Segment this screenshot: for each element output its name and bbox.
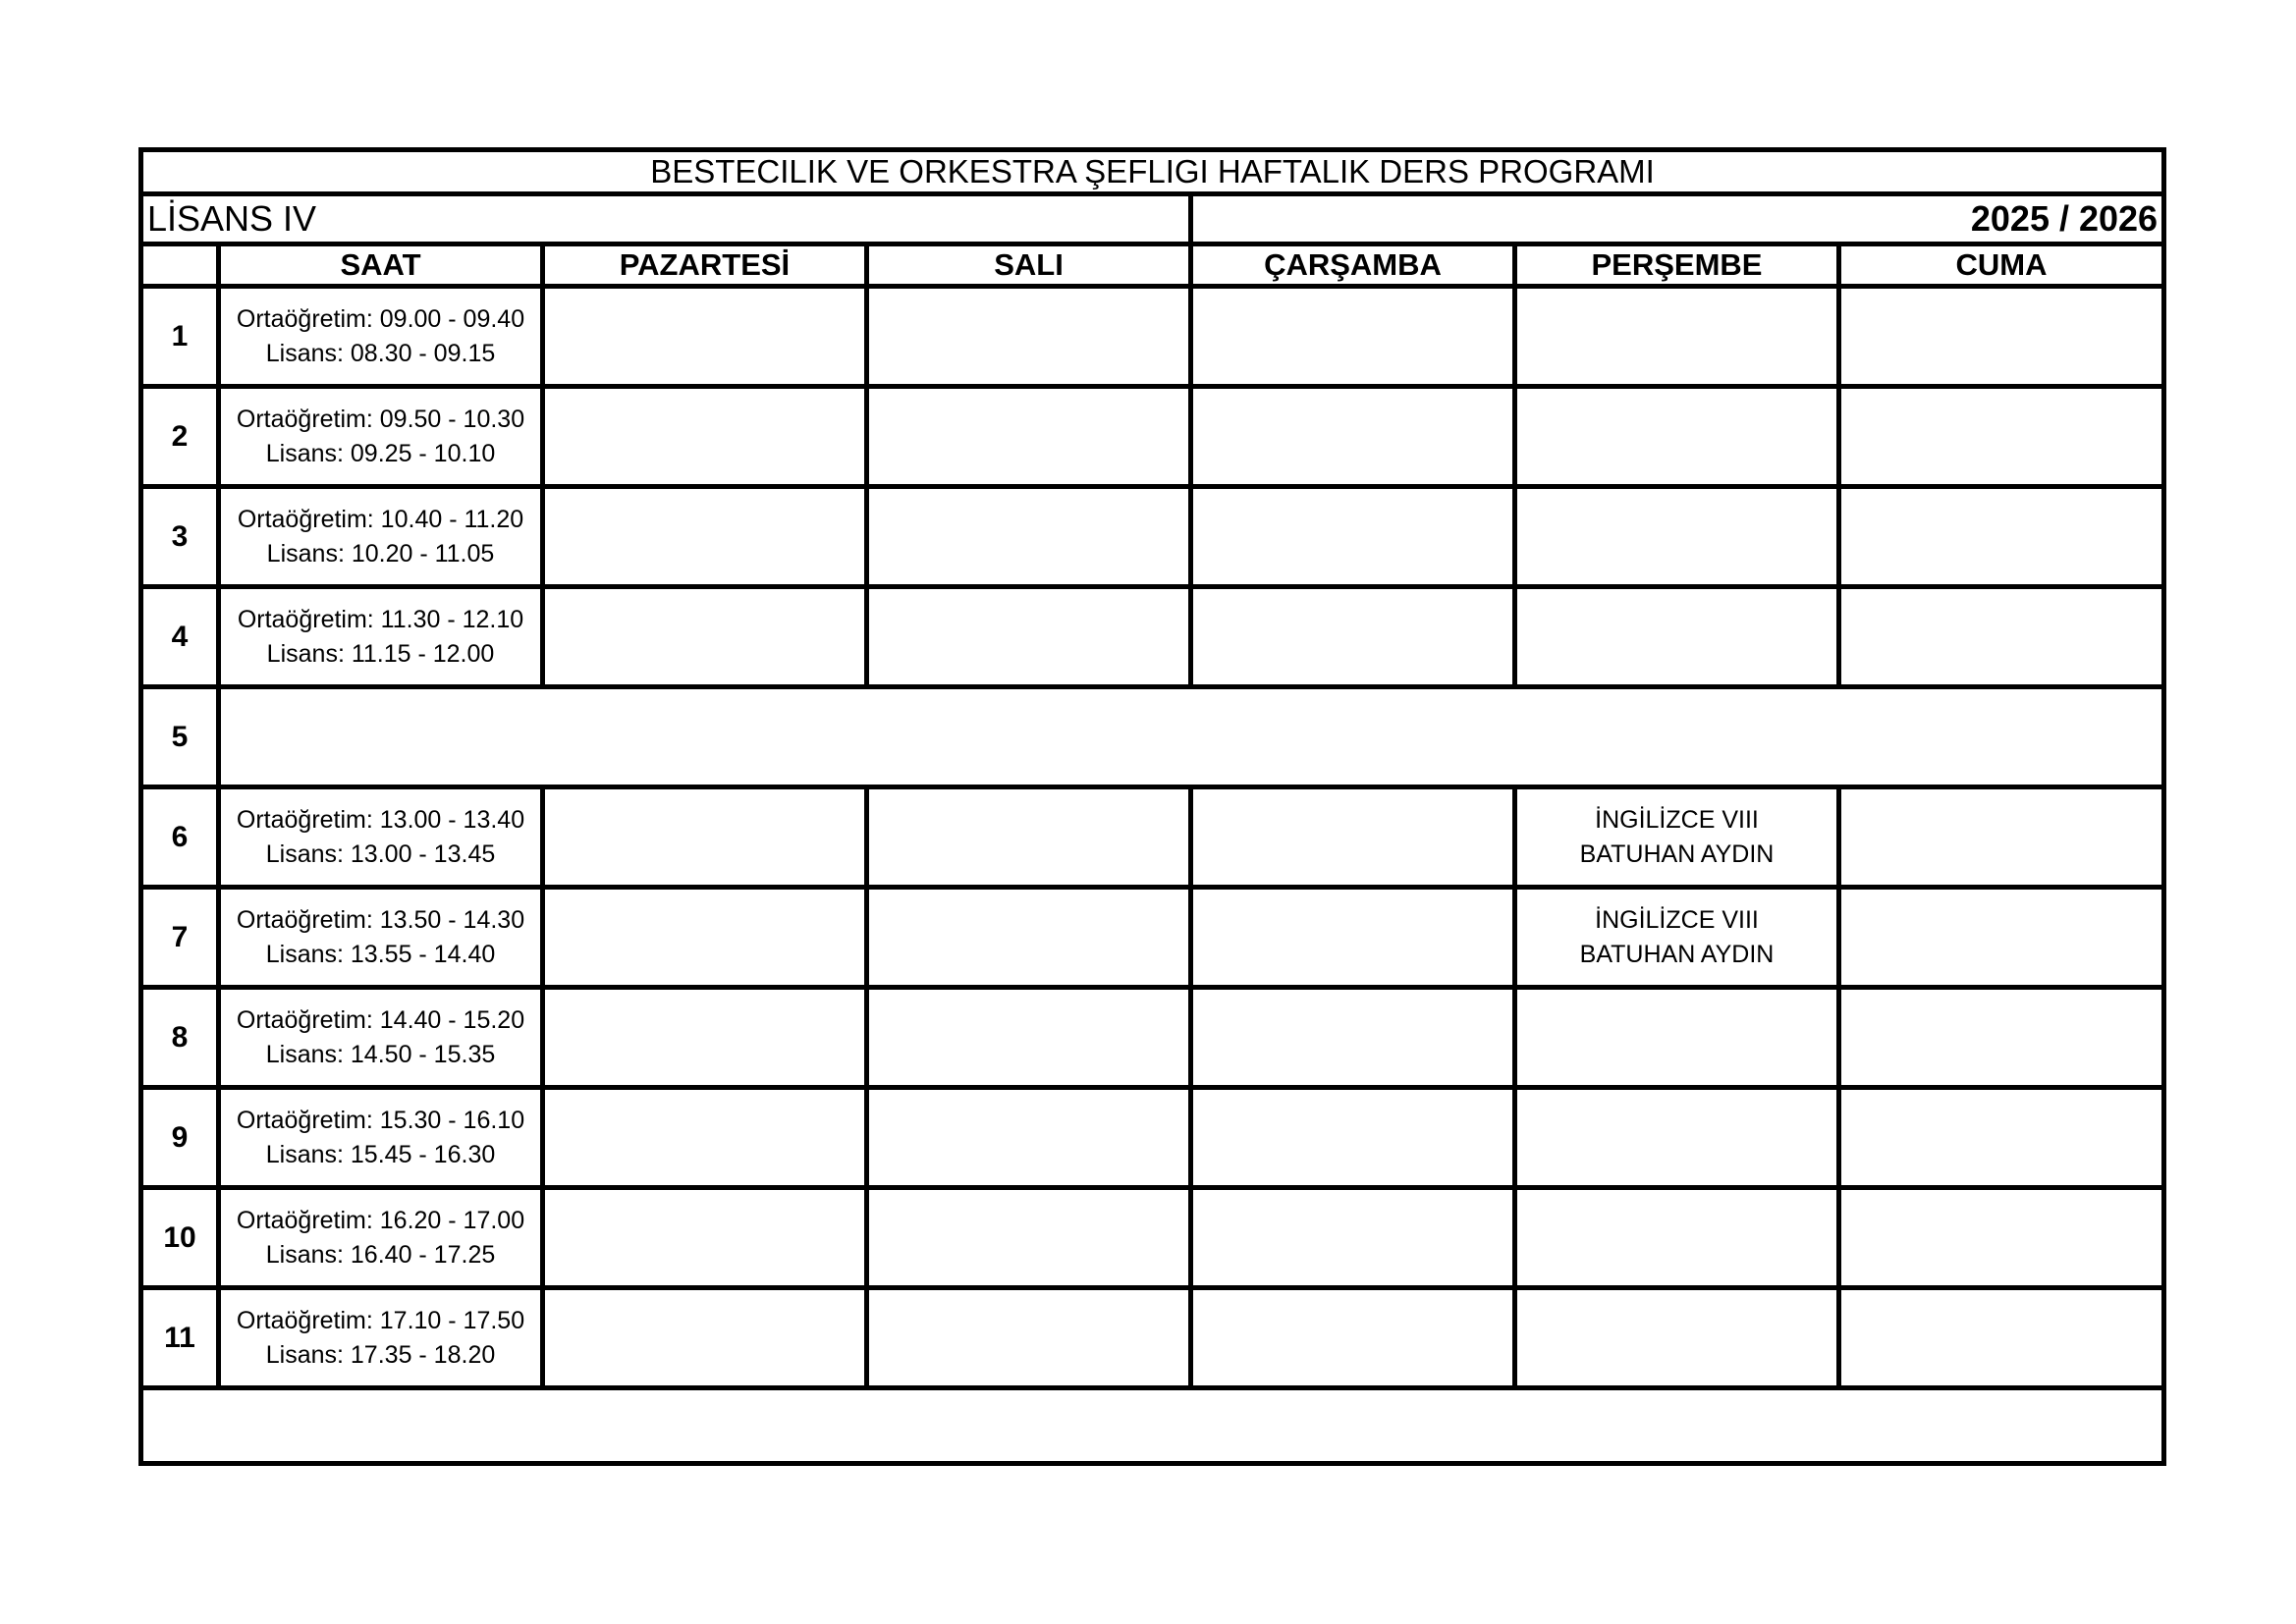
lesson-cell-carsamba xyxy=(1191,787,1515,888)
ortaogretim-time: Ortaöğretim: 16.20 - 17.00 xyxy=(236,1206,525,1234)
lesson-cell-sali xyxy=(867,587,1191,687)
lesson-cell-cuma xyxy=(1839,487,2164,587)
lesson-cell-cuma xyxy=(1839,988,2164,1088)
lesson-cell-carsamba xyxy=(1191,587,1515,687)
schedule-row xyxy=(141,1088,2164,1188)
schedule-row xyxy=(141,1288,2164,1388)
lesson-cell-pazartesi xyxy=(543,287,867,387)
lisans-time: Lisans: 13.55 - 14.40 xyxy=(265,940,496,968)
lesson-cell-pazartesi xyxy=(543,1288,867,1388)
lisans-time: Lisans: 16.40 - 17.25 xyxy=(265,1240,496,1269)
ortaogretim-time: Ortaöğretim: 09.50 - 10.30 xyxy=(236,405,525,433)
header-day-carsamba: ÇARŞAMBA xyxy=(1191,244,1515,287)
period-number: 3 xyxy=(141,487,219,587)
weekly-schedule-table xyxy=(138,147,2166,1466)
period-time-cell xyxy=(219,1188,543,1288)
header-number-blank xyxy=(141,244,219,287)
ortaogretim-time: Ortaöğretim: 13.50 - 14.30 xyxy=(236,905,525,934)
footer-row xyxy=(141,1388,2164,1464)
lesson-cell-carsamba xyxy=(1191,988,1515,1088)
period-number: 8 xyxy=(141,988,219,1088)
lisans-time: Lisans: 09.25 - 10.10 xyxy=(265,439,496,467)
period-time-cell xyxy=(219,888,543,988)
ortaogretim-time: Ortaöğretim: 13.00 - 13.40 xyxy=(236,805,525,834)
period-number: 7 xyxy=(141,888,219,988)
ortaogretim-time: Ortaöğretim: 14.40 - 15.20 xyxy=(236,1005,525,1034)
lesson-text: İNGİLİZCE VIII xyxy=(1595,905,1759,934)
academic-year: 2025 / 2026 xyxy=(1191,194,2164,244)
lesson-cell-pazartesi xyxy=(543,888,867,988)
ortaogretim-time: Ortaöğretim: 15.30 - 16.10 xyxy=(236,1106,525,1134)
lesson-cell-cuma xyxy=(1839,287,2164,387)
period-number: 9 xyxy=(141,1088,219,1188)
level-year-row xyxy=(141,194,2164,244)
period-time-cell xyxy=(219,387,543,487)
lesson-cell-sali xyxy=(867,1288,1191,1388)
lesson-text: İNGİLİZCE VIII xyxy=(1595,805,1759,834)
header-saat: SAAT xyxy=(219,244,543,287)
period-time-cell xyxy=(219,988,543,1088)
ortaogretim-time: Ortaöğretim: 10.40 - 11.20 xyxy=(237,505,524,533)
lesson-cell-cuma xyxy=(1839,1188,2164,1288)
lesson-cell-carsamba xyxy=(1191,1288,1515,1388)
schedule-row xyxy=(141,988,2164,1088)
schedule-row xyxy=(141,487,2164,587)
lesson-cell-persembe xyxy=(1515,487,1839,587)
program-level: LİSANS IV xyxy=(141,194,1191,244)
lesson-cell-carsamba xyxy=(1191,1088,1515,1188)
lesson-cell-sali xyxy=(867,487,1191,587)
lesson-cell-persembe xyxy=(1515,888,1839,988)
lunch-break-cell xyxy=(219,687,2164,787)
header-day-pazartesi: PAZARTESİ xyxy=(543,244,867,287)
lesson-cell-cuma xyxy=(1839,387,2164,487)
lesson-cell-carsamba xyxy=(1191,287,1515,387)
lesson-cell-sali xyxy=(867,387,1191,487)
lisans-time: Lisans: 14.50 - 15.35 xyxy=(265,1040,496,1068)
lisans-time: Lisans: 08.30 - 09.15 xyxy=(265,339,496,367)
lesson-cell-sali xyxy=(867,787,1191,888)
lesson-cell-cuma xyxy=(1839,1288,2164,1388)
period-number: 10 xyxy=(141,1188,219,1288)
lesson-cell-pazartesi xyxy=(543,1088,867,1188)
schedule-row xyxy=(141,287,2164,387)
schedule-row xyxy=(141,1188,2164,1288)
schedule-row xyxy=(141,387,2164,487)
lesson-cell-persembe xyxy=(1515,787,1839,888)
lesson-cell-persembe xyxy=(1515,988,1839,1088)
lesson-cell-sali xyxy=(867,1088,1191,1188)
lesson-cell-carsamba xyxy=(1191,487,1515,587)
lisans-time: Lisans: 13.00 - 13.45 xyxy=(265,839,496,868)
lesson-cell-cuma xyxy=(1839,787,2164,888)
header-row xyxy=(141,244,2164,287)
period-number: 2 xyxy=(141,387,219,487)
lesson-cell-sali xyxy=(867,888,1191,988)
ortaogretim-time: Ortaöğretim: 09.00 - 09.40 xyxy=(236,304,525,333)
lesson-cell-sali xyxy=(867,1188,1191,1288)
lesson-cell-sali xyxy=(867,287,1191,387)
schedule-row xyxy=(141,687,2164,787)
lisans-time: Lisans: 15.45 - 16.30 xyxy=(265,1140,496,1168)
lesson-cell-persembe xyxy=(1515,287,1839,387)
lesson-cell-cuma xyxy=(1839,1088,2164,1188)
header-day-persembe: PERŞEMBE xyxy=(1515,244,1839,287)
schedule-row xyxy=(141,787,2164,888)
title-row xyxy=(141,150,2164,194)
period-time-cell xyxy=(219,587,543,687)
lesson-cell-persembe xyxy=(1515,587,1839,687)
lesson-cell-persembe xyxy=(1515,1188,1839,1288)
period-time-cell xyxy=(219,787,543,888)
period-time-cell xyxy=(219,1288,543,1388)
period-time-cell xyxy=(219,487,543,587)
lesson-cell-persembe xyxy=(1515,1288,1839,1388)
header-day-sali: SALI xyxy=(867,244,1191,287)
lesson-cell-pazartesi xyxy=(543,1188,867,1288)
lesson-cell-cuma xyxy=(1839,587,2164,687)
lesson-cell-carsamba xyxy=(1191,888,1515,988)
lesson-text: BATUHAN AYDIN xyxy=(1579,839,1775,868)
lesson-cell-sali xyxy=(867,988,1191,1088)
lesson-cell-cuma xyxy=(1839,888,2164,988)
lesson-cell-pazartesi xyxy=(543,487,867,587)
lisans-time: Lisans: 11.15 - 12.00 xyxy=(266,639,495,668)
schedule-row xyxy=(141,888,2164,988)
period-number: 5 xyxy=(141,687,219,787)
lesson-text: BATUHAN AYDIN xyxy=(1579,940,1775,968)
lesson-cell-persembe xyxy=(1515,387,1839,487)
header-day-cuma: CUMA xyxy=(1839,244,2164,287)
period-time-cell xyxy=(219,287,543,387)
lesson-cell-persembe xyxy=(1515,1088,1839,1188)
period-time-cell xyxy=(219,1088,543,1188)
period-number: 6 xyxy=(141,787,219,888)
lesson-cell-carsamba xyxy=(1191,387,1515,487)
lisans-time: Lisans: 17.35 - 18.20 xyxy=(265,1340,496,1369)
period-number: 11 xyxy=(141,1288,219,1388)
period-number: 1 xyxy=(141,287,219,387)
page-title: BESTECILIK VE ORKESTRA ŞEFLIGI HAFTALIK DERS PROGRAMI xyxy=(141,150,2164,194)
lesson-cell-pazartesi xyxy=(543,988,867,1088)
lesson-cell-carsamba xyxy=(1191,1188,1515,1288)
lisans-time: Lisans: 10.20 - 11.05 xyxy=(266,539,495,568)
ortaogretim-time: Ortaöğretim: 11.30 - 12.10 xyxy=(237,605,524,633)
schedule-row xyxy=(141,587,2164,687)
ortaogretim-time: Ortaöğretim: 17.10 - 17.50 xyxy=(236,1306,525,1334)
period-number: 4 xyxy=(141,587,219,687)
lesson-cell-pazartesi xyxy=(543,587,867,687)
footer-blank-cell xyxy=(141,1388,2164,1464)
lesson-cell-pazartesi xyxy=(543,787,867,888)
lesson-cell-pazartesi xyxy=(543,387,867,487)
